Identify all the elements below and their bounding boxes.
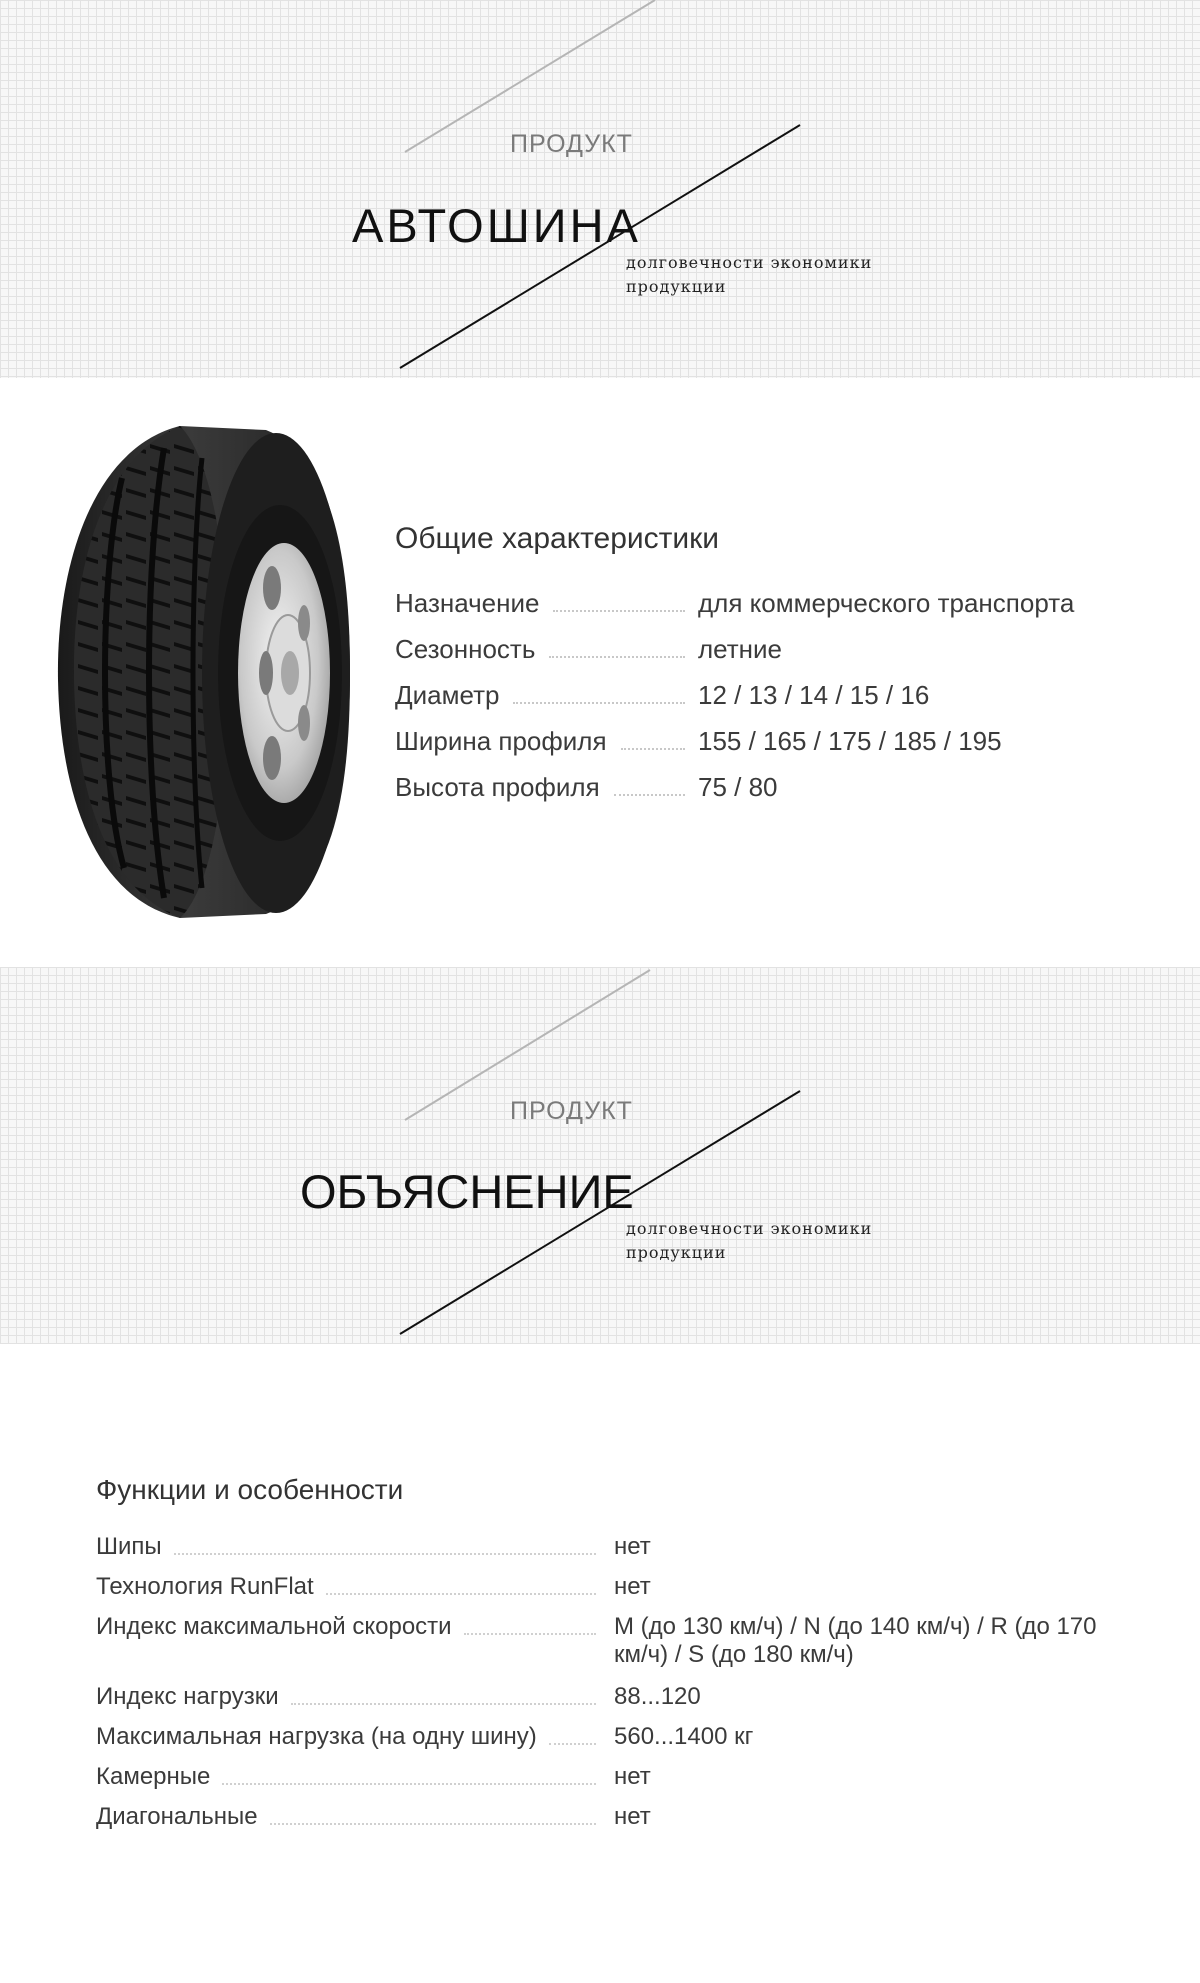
section-subtext (626, 1217, 872, 1265)
feature-value: нет (614, 1803, 651, 1830)
feature-value: 560...1400 кг (614, 1723, 754, 1750)
dotted-leader (464, 1613, 596, 1635)
general-specs-title: Общие характеристики (395, 522, 720, 555)
subtext-line: долговечности экономики (626, 1219, 873, 1238)
feature-value: нет (614, 1763, 651, 1790)
decorative-lines (0, 0, 1200, 378)
spec-value: для коммерческого транспорта (698, 588, 1075, 618)
dotted-leader (549, 634, 685, 658)
dotted-leader (326, 1573, 596, 1595)
subtext-line: продукции (626, 1243, 727, 1262)
decorative-lines (0, 967, 1200, 1344)
subtext-line: долговечности экономики (626, 253, 873, 272)
dotted-leader (291, 1683, 596, 1705)
feature-value: нет (614, 1573, 651, 1600)
dotted-leader (174, 1533, 596, 1555)
bottom-banner (0, 967, 1200, 1344)
feature-value: нет (614, 1533, 651, 1560)
spec-label: Высота профиля (395, 772, 600, 802)
dotted-leader (553, 588, 685, 612)
feature-label: Камерные (96, 1763, 211, 1790)
features-title: Функции и особенности (96, 1474, 404, 1505)
spec-row-height (395, 772, 695, 803)
spec-value: летние (698, 634, 783, 664)
dotted-leader (513, 680, 685, 704)
dotted-leader (549, 1723, 596, 1745)
feature-label: Индекс нагрузки (96, 1683, 279, 1710)
kicker-label: ПРОДУКТ (510, 1097, 633, 1125)
feature-label: Индекс максимальной скорости (96, 1613, 452, 1640)
top-banner (0, 0, 1200, 378)
feature-value: M (до 130 км/ч) / N (до 140 км/ч) / R (до 170 км/ч) / S (до 180 км/ч) (614, 1613, 1097, 1668)
feature-label: Технология RunFlat (96, 1573, 314, 1600)
section-subtext (626, 251, 872, 299)
feature-value: 88...120 (614, 1683, 701, 1710)
spec-label: Ширина профиля (395, 726, 607, 756)
feature-label: Диагональные (96, 1803, 258, 1830)
spec-row-diameter (395, 680, 695, 711)
section-title: АВТОШИНА (352, 199, 641, 252)
feature-label: Максимальная нагрузка (на одну шину) (96, 1723, 537, 1750)
spec-row-purpose (395, 588, 695, 619)
spec-row-season (395, 634, 695, 665)
dotted-leader (222, 1763, 596, 1785)
spec-label: Диаметр (395, 680, 500, 710)
section-title: ОБЪЯСНЕНИЕ (300, 1165, 634, 1218)
dotted-leader (270, 1803, 596, 1825)
dotted-leader (614, 772, 685, 796)
spec-value: 12 / 13 / 14 / 15 / 16 (698, 680, 930, 710)
spec-value: 75 / 80 (698, 772, 778, 802)
feature-label: Шипы (96, 1533, 162, 1560)
subtext-line: продукции (626, 277, 727, 296)
spec-row-width (395, 726, 695, 757)
dotted-leader (621, 726, 685, 750)
spec-label: Назначение (395, 588, 540, 618)
spec-value: 155 / 165 / 175 / 185 / 195 (698, 726, 1002, 756)
kicker-label: ПРОДУКТ (510, 130, 633, 158)
tire-image (52, 418, 352, 926)
spec-label: Сезонность (395, 634, 536, 664)
